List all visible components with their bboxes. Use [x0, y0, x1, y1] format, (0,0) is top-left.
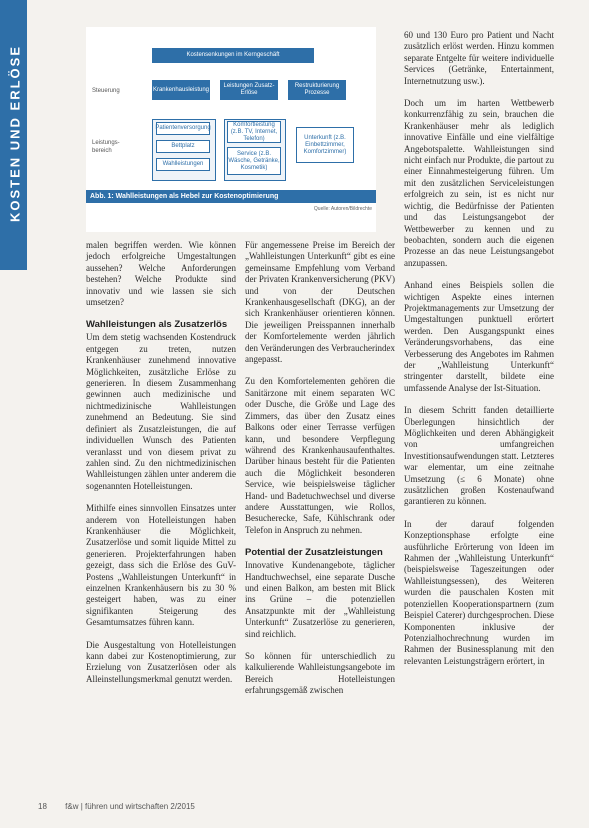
- paragraph: Für angemessene Preise im Bereich der „Wahlleistungen Unterkunft“ gibt es eine gemeinsame Empfehlung vom Verband der Privaten Krankenversicherung (PKV) und von der Deutschen Krankenhausgesellschaft (DKG), an der sich Krankenhäuser orientieren können. Die jeweiligen Preisspannen innerhalb der Komfortelemente werden jährlich den Veränderungen des Verbraucherindex angepasst.: [245, 240, 395, 365]
- paragraph: In der darauf folgenden Konzeptionsphase erfolgte eine ausführliche Erörterung von Ideen im Rahmen der „Wahlleistung Unterkunft“ (beispielsweise Tageszeitungen oder Wahlleistungsessen), des Weiteren wurden die pauschalen Kosten mit potenziellen Kooperationspartnern (zum Beispiel Caterer) durchgesprochen. Diese Komponenten inklusive der Potenzialhochrechnung wurden im Rahmen der Businessplanung mit den relevanten Leistungsträgern erörtert, in: [404, 518, 554, 666]
- section-label: KOSTEN UND ERLÖSE: [7, 45, 23, 223]
- paragraph: Mithilfe eines sinnvollen Einsatzes unter anderem von Hotelleistungen haben Krankenhäuser die Möglichkeit, Zusatzerlöse und somit liquide Mittel zu generieren. Projekterfahrungen haben gezeigt, dass sich die Erlöse des GuV-Postens „Wahlleistungen Unterkunft“ in einzelnen Krankenhäusern bis zu 30 % gesteigert haben, was zu einer signifikanten Steigerung des Gesamtumsatzes führen kann.: [86, 503, 236, 628]
- box-komfortleistung: Komfortleistung (z.B. TV, Internet, Telefon): [227, 121, 281, 143]
- row-label-leistungsbereich: Leistungs- bereich: [92, 140, 120, 154]
- paragraph: So können für unterschiedlich zu kalkulierende Wahlleistungsangebote im Bereich Hotelleistungen erfahrungsgemäß zwischen: [245, 651, 395, 696]
- paragraph: Die Ausgestaltung von Hotelleistungen kann dabei zur Kostenoptimierung, zur Erzielung von Zusatzerlösen oder als Alleinstellungsmerkmal genutzt werden.: [86, 639, 236, 684]
- section-heading: Potential der Zusatzleistungen: [245, 547, 383, 559]
- box-bettplatz: Bettplatz: [156, 140, 210, 153]
- page-footer: [38, 802, 195, 811]
- paragraph: In diesem Schritt fanden detaillierte Überlegungen hinsichtlich der Möglichkeiten und deren Abhängigkeit von umfangreichen Investitionsaufwendungen statt. Letzteres war elementar, um eine zeitnahe Umsetzung (≤ 6 Monate) ohne zusätzlichen großen Kostenaufwand garantieren zu können.: [404, 405, 554, 507]
- box-wahlleistungen: Wahlleistungen: [156, 158, 210, 171]
- figure-diagram: [86, 27, 376, 232]
- paragraph: malen begriffen werden. Wie können jedoch erfolgreiche Umgestaltungen aussehen? Welche Anforderungen bestehen? Welche Produkte sind innovativ und wie lassen sie sich umsetzen?: [86, 240, 236, 308]
- paragraph: Doch um im harten Wettbewerb konkurrenzfähig zu sein, brauchen die Krankenhäuser mehr als lediglich innovative Einfälle und eine vielfältige Angebotspalette. Wahlleistungen sind nicht einfach nur Produkte, die partout zu einer Einnahmesteigerung führen. Um mit den zusätzlichen Serviceleistungen erfolgreich zu sein, ist es nicht nur wichtig, die Bedürfnisse der Patienten und das Leistungsangebot der Wettbewerber zu kennen und zu beobachten, sondern auch die eigenen Prozesse an das neue Leistungsangebot anzupassen.: [404, 98, 554, 268]
- page-number: 18: [38, 802, 47, 811]
- figure-source: Quelle: Autoren/Bildrechte: [313, 206, 372, 212]
- box-zusatzerloese: Leistungen Zusatz-Erlöse: [220, 80, 278, 100]
- figure-caption: Abb. 1: Wahlleistungen als Hebel zur Kostenoptimierung: [86, 190, 376, 203]
- diagram-top-bar: Kostensenkungen im Kerngeschäft: [152, 48, 314, 63]
- paragraph: Anhand eines Beispiels sollen die wichtigen Aspekte eines internen Projektmanagements zur Umsetzung der Umgestaltungen punktuell erörtert werden. Den Ausgangspunkt eines Veränderungsvorhabens, das eine Verbesserung des Angebotes im Rahmen der „Wahlleistung Unterkunft“ stringenter darstellt, bildete eine umfassende Analyse der Ist-Situation.: [404, 280, 554, 393]
- paragraph: Innovative Kundenangebote, täglicher Handtuchwechsel, eine separate Dusche und einen Balkon, am besten mit Blick ins Grüne – die potenziellen Ansatzpunkte mit der „Wahlleistung Unterkunft“ Zusatzerlöse zu generieren, sind reichlich.: [245, 560, 395, 639]
- paragraph: Um dem stetig wachsenden Kostendruck entgegen zu treten, nutzen Krankenhäuser zunehmend innovative Möglichkeiten, zusätzliche Erlöse zu generieren. In diesem Zusammenhang gewinnen auch medizinische und nichtmedizinische Wahlleistungen zunehmend an Bedeutung. Sie sind definiert als Zusatzleistungen, die auf individuellen Wunsch des Patienten veranlasst und von diesem privat zu zahlen sind. Zu den nichtmedizinischen Wahlleistungen zählen unter anderem die sogenannten Hotelleistungen.: [86, 332, 236, 491]
- journal-name: f&w | führen und wirtschaften 2/2015: [65, 802, 195, 811]
- box-service: Service (z.B. Wäsche, Getränke, Kosmetik): [227, 147, 281, 175]
- row-label-steuerung: Steuerung: [92, 88, 120, 94]
- section-heading: Wahlleistungen als Zusatzerlös: [86, 319, 228, 331]
- box-restrukturierung: Restrukturierung Prozesse: [288, 80, 346, 100]
- section-sidebar: [0, 0, 27, 270]
- text-column-2: [245, 240, 395, 708]
- text-column-1: [86, 240, 236, 696]
- box-unterkunft: Unterkunft (z.B. Einbettzimmer, Komfortzimmer): [296, 127, 354, 163]
- box-krankenhausleistung: Krankenhausleistung: [152, 80, 210, 100]
- paragraph: 60 und 130 Euro pro Patient und Nacht zusätzlich erlöst werden. Hinzu kommen separate Entgelte für weitere individuelle Services (Getränke, Entertainment, Internetnutzung usw.).: [404, 30, 554, 86]
- text-column-3: [404, 30, 554, 678]
- box-patientenversorgung: Patientenversorgung: [156, 122, 210, 135]
- paragraph: Zu den Komfortelementen gehören die Sanitärzone mit einem separaten WC oder Dusche, die Größe und Lage des Zimmers, das über den Zusatz eines Balkons oder einer Terrasse verfügen kann, und besondere Verpflegung während des Krankenhausaufenthaltes. Darüber hinaus besteht für die Patienten auch die Möglichkeit besonderen Service, wie beispielsweise täglicher Hand- und Badetuchwechsel und diverse andere Ausstattungen, wie Rollos, Besucherecke, Safe, Kühlschrank oder Telefon in Anspruch zu nehmen.: [245, 376, 395, 535]
